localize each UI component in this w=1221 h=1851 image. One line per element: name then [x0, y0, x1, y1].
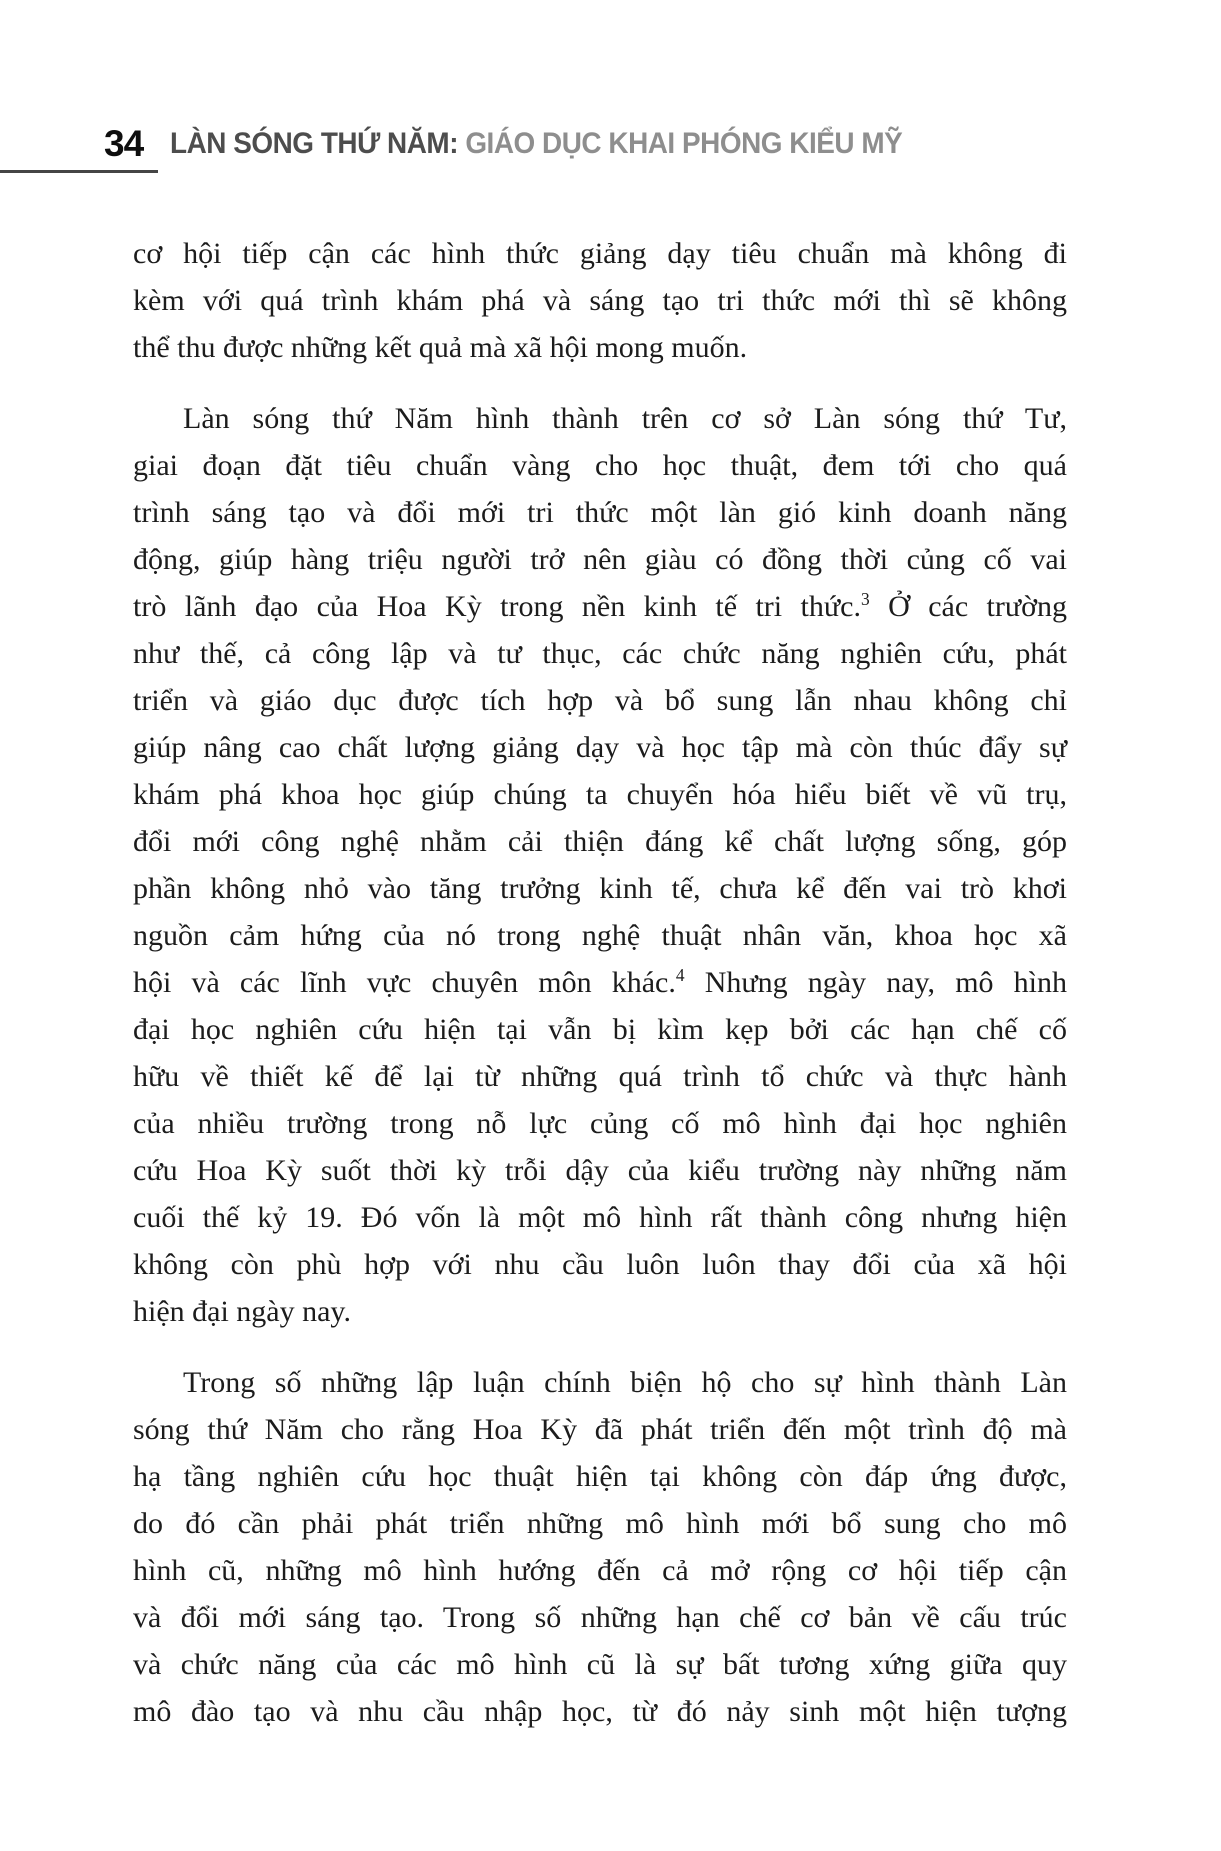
text-line: hữu về thiết kế để lại từ những quá trình tổ chức và thực hành: [133, 1060, 1067, 1093]
book-title-secondary: GIÁO DỤC KHAI PHÓNG KIỂU MỸ: [465, 127, 903, 160]
text-line: giai đoạn đặt tiêu chuẩn vàng cho học thuật, đem tới cho quá: [133, 449, 1067, 482]
text-line: như thế, cả công lập và tư thục, các chức năng nghiên cứu, phát: [133, 637, 1067, 670]
text-line: và chức năng của các mô hình cũ là sự bất tương xứng giữa quy: [133, 1648, 1067, 1681]
text-line: khám phá khoa học giúp chúng ta chuyển hóa hiểu biết về vũ trụ,: [133, 778, 1067, 811]
text-line: và đổi mới sáng tạo. Trong số những hạn chế cơ bản về cấu trúc: [133, 1601, 1067, 1634]
text-line: triển và giáo dục được tích hợp và bổ sung lẫn nhau không chỉ: [133, 684, 1067, 717]
text-line: do đó cần phải phát triển những mô hình mới bổ sung cho mô: [133, 1507, 1067, 1540]
text-line: giúp nâng cao chất lượng giảng dạy và học tập mà còn thúc đẩy sự: [133, 731, 1067, 764]
text-line: cứu Hoa Kỳ suốt thời kỳ trỗi dậy của kiểu trường này những năm: [133, 1154, 1067, 1187]
text-line: trình sáng tạo và đổi mới tri thức một làn gió kinh doanh năng: [133, 496, 1067, 529]
footnote-ref: 4: [675, 965, 685, 985]
running-header: [0, 0, 1221, 185]
text-line: Làn sóng thứ Năm hình thành trên cơ sở Làn sóng thứ Tư,: [183, 402, 1067, 435]
paragraph: [133, 395, 1067, 1335]
text-line: hình cũ, những mô hình hướng đến cả mở rộng cơ hội tiếp cận: [133, 1554, 1067, 1587]
text-line: không còn phù hợp với nhu cầu luôn luôn thay đổi của xã hội: [133, 1248, 1067, 1281]
text-line: động, giúp hàng triệu người trở nên giàu có đồng thời củng cố vai: [133, 543, 1067, 576]
book-title-primary: LÀN SÓNG THỨ NĂM:: [170, 127, 459, 160]
header-divider: [0, 170, 158, 173]
text-line: phần không nhỏ vào tăng trưởng kinh tế, chưa kể đến vai trò khơi: [133, 872, 1067, 905]
text-line: hạ tầng nghiên cứu học thuật hiện tại không còn đáp ứng được,: [133, 1460, 1067, 1493]
text-line: thể thu được những kết quả mà xã hội mong muốn.: [133, 331, 748, 364]
paragraph: [133, 1359, 1067, 1735]
body-text: [133, 230, 1067, 1759]
text-line: sóng thứ Năm cho rằng Hoa Kỳ đã phát triển đến một trình độ mà: [133, 1413, 1067, 1446]
text-line: cơ hội tiếp cận các hình thức giảng dạy tiêu chuẩn mà không đi: [133, 237, 1067, 270]
text-line: hiện đại ngày nay.: [133, 1295, 351, 1328]
text-line: đại học nghiên cứu hiện tại vẫn bị kìm kẹp bởi các hạn chế cố: [133, 1013, 1067, 1046]
text-line: nguồn cảm hứng của nó trong nghệ thuật nhân văn, khoa học xã: [133, 919, 1067, 952]
text-line: trò lãnh đạo của Hoa Kỳ trong nền kinh tế tri thức.$^3$ Ở các trường: [133, 589, 1068, 623]
text-line: cuối thế kỷ 19. Đó vốn là một mô hình rất thành công nhưng hiện: [133, 1201, 1067, 1234]
text-line: kèm với quá trình khám phá và sáng tạo tri thức mới thì sẽ không: [133, 284, 1067, 317]
text-line: Trong số những lập luận chính biện hộ cho sự hình thành Làn: [183, 1366, 1067, 1399]
text-line: của nhiều trường trong nỗ lực củng cố mô hình đại học nghiên: [133, 1107, 1067, 1140]
text-line: hội và các lĩnh vực chuyên môn khác.$^4$ Nhưng ngày nay, mô hình: [133, 965, 1067, 999]
page-number: 34: [104, 123, 144, 164]
paragraph: [133, 230, 1067, 371]
book-title: [170, 129, 902, 159]
text-line: đổi mới công nghệ nhằm cải thiện đáng kể chất lượng sống, góp: [133, 825, 1067, 858]
text-line: mô đào tạo và nhu cầu nhập học, từ đó nảy sinh một hiện tượng: [133, 1695, 1067, 1728]
footnote-ref: 3: [860, 589, 870, 609]
